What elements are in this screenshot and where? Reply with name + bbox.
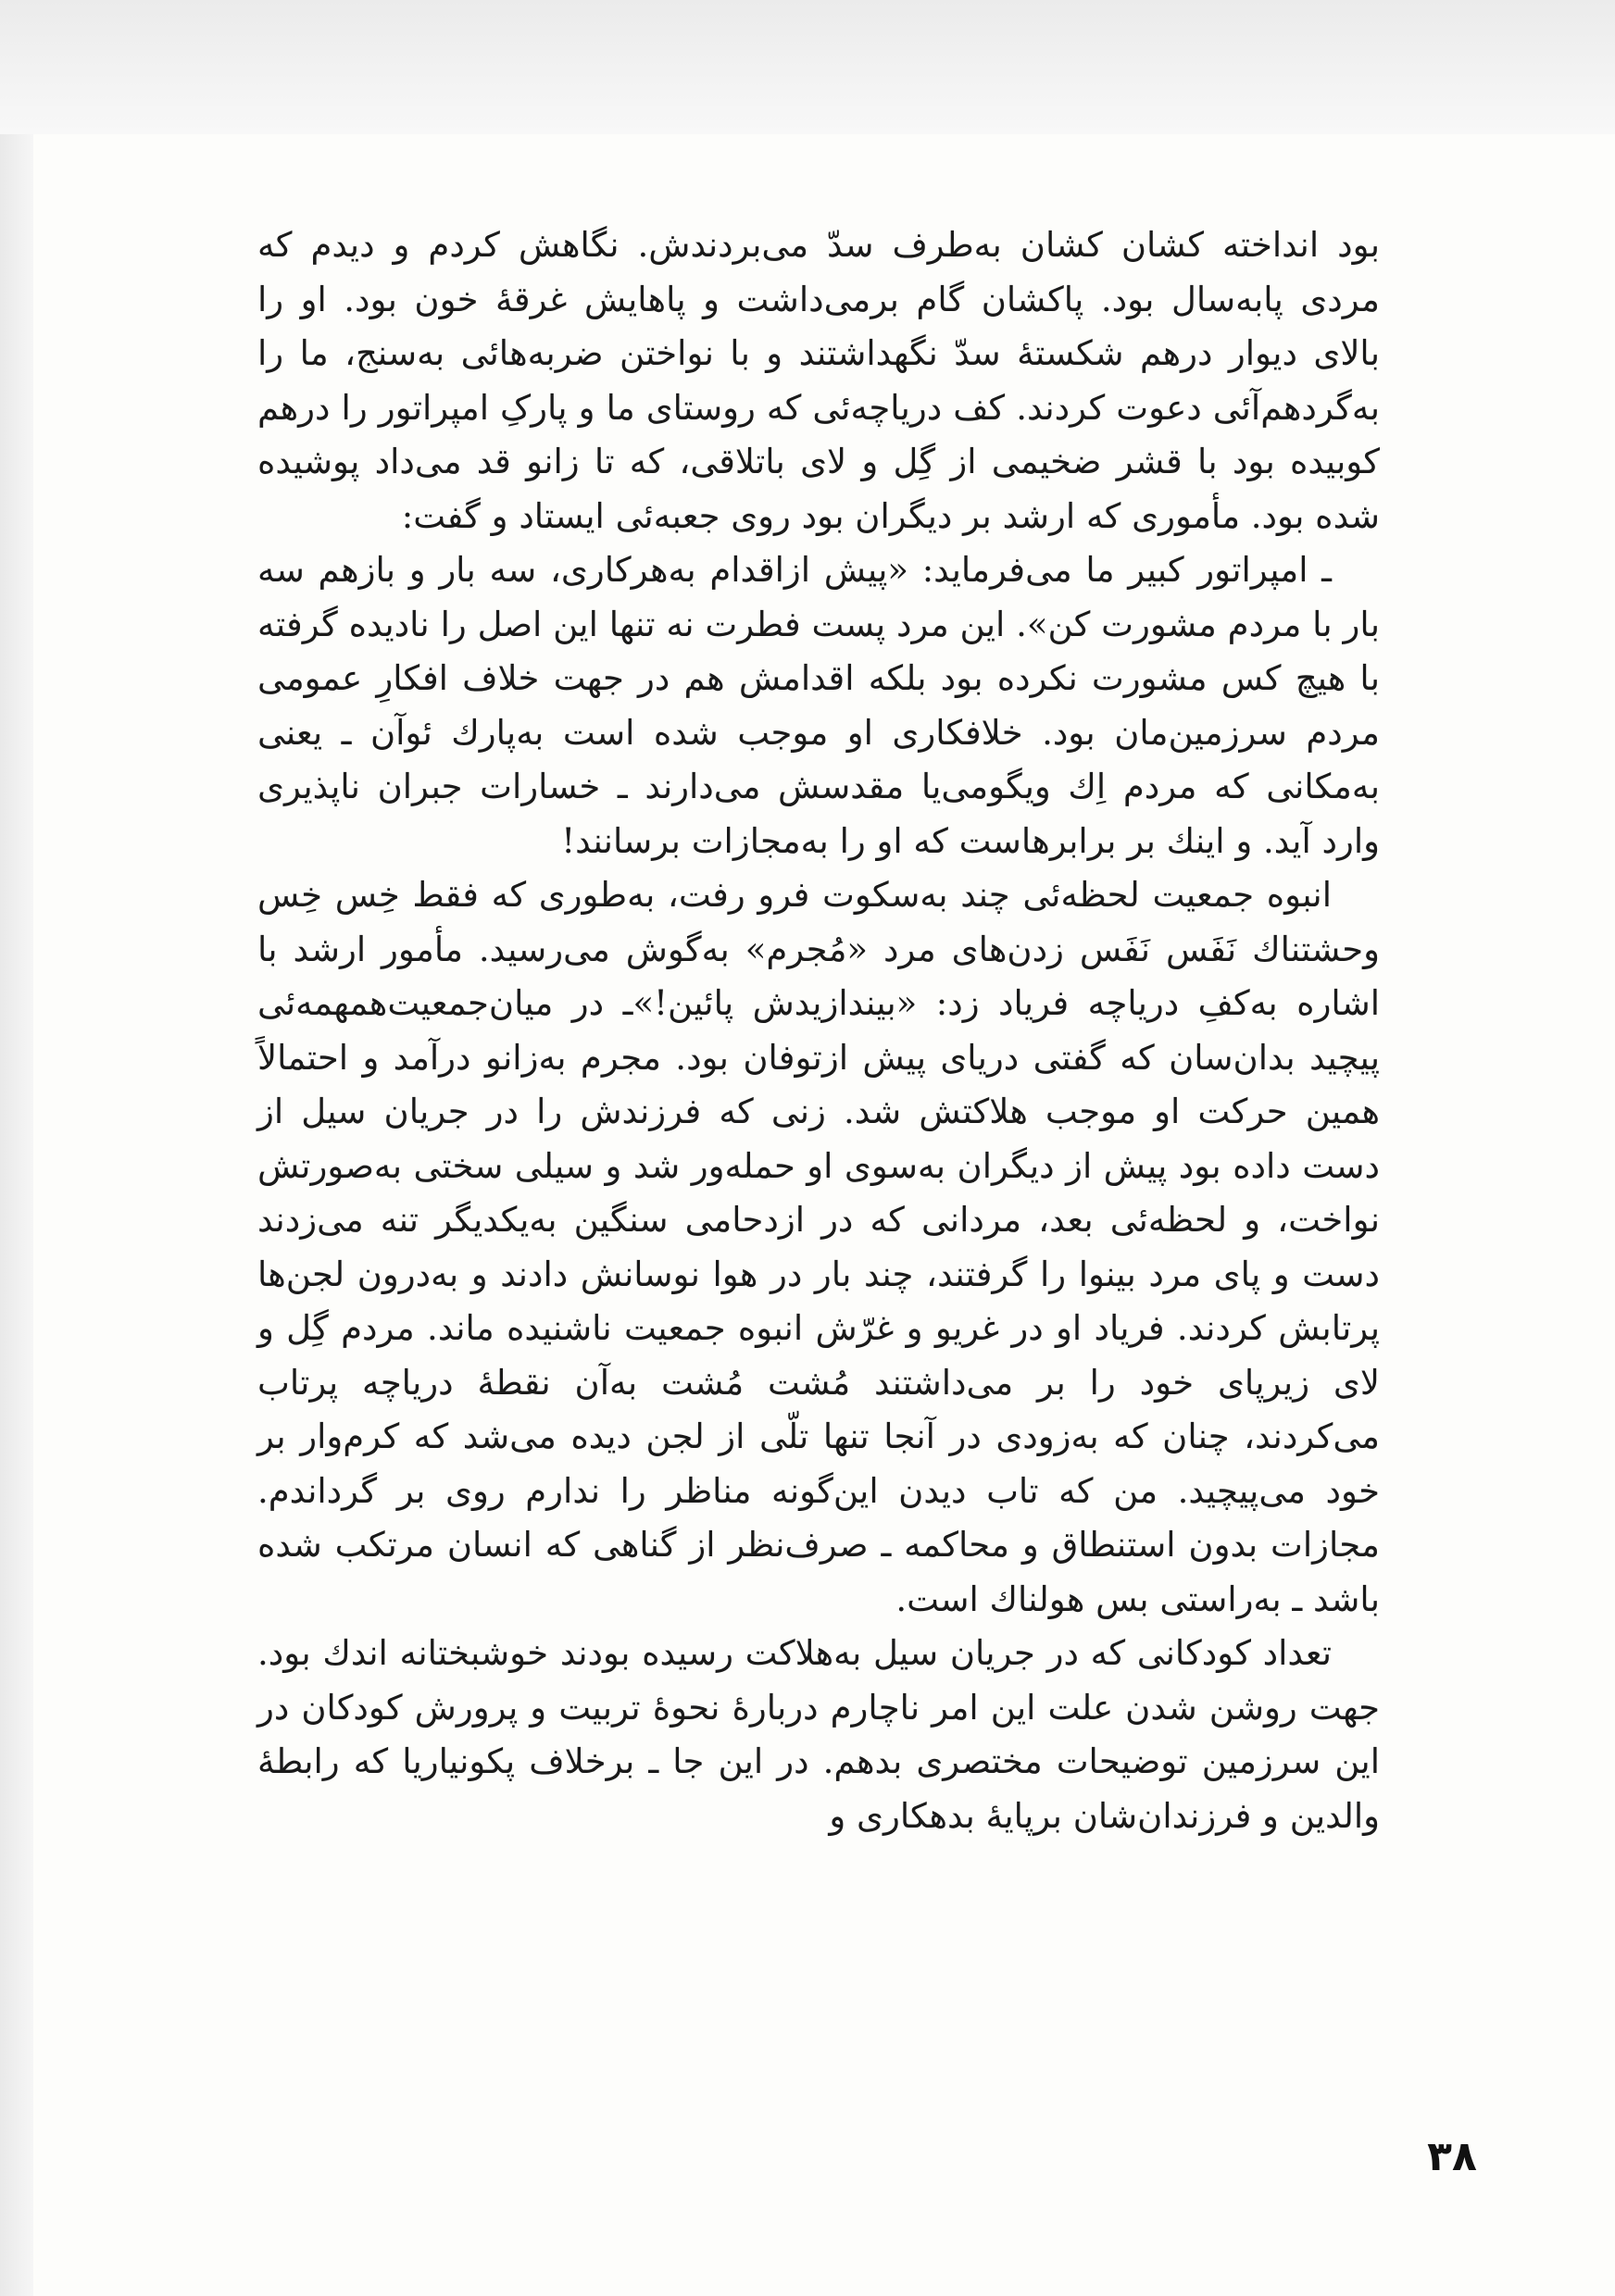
- scan-top-margin: [0, 0, 1615, 134]
- paragraph-1: بود انداخته کشان کشان به‌طرف سدّ می‌بردندش. نگاهش کردم و دیدم که مردی پابه‌سال بود. پاکشان گام برمی‌داشت و پاهایش غرقهٔ خون بود. او را بالای دیوار درهم شکستهٔ سدّ نگهداشتند و با نواختن ضربه‌هائی به‌سنج، ما را به‌گردهم‌آئی دعوت کردند. کف دریاچه‌ئی که روستای ما و پارکِ امپراتور را درهم کوبیده بود با قشر ضخیمی از گِل و لای باتلاقی، که تا زانو قد می‌داد پوشیده شده بود. مأموری که ارشد بر دیگران بود روی جعبه‌ئی ایستاد و گفت:: [257, 225, 1380, 536]
- paragraph-2: ـ امپراتور کبیر ما می‌فرماید: «پیش ازاقدام به‌هرکاری، سه بار و بازهم سه بار با مردم مشورت کن». این مرد پست فطرت نه تنها این اصل را نادیده گرفته با هیچ کس مشورت نکرده بود بلکه اقدامش هم در جهت خلاف افکارِ عمومی مردم سرزمین‌مان بود. خلافکاری او موجب شده است به‌پارك ئوآن ـ یعنی به‌مکانی که مردم اِك ویگومی‌یا مقدسش می‌دارند ـ خسارات جبران ناپذیری وارد آید. و اینك بر برابرهاست که او را به‌مجازات برسانند!: [257, 550, 1380, 861]
- body-text: [257, 218, 1380, 1843]
- scan-left-margin: [0, 134, 33, 2296]
- paragraph-4: تعداد کودکانی که در جریان سیل به‌هلاکت رسیده بودند خوشبختانه اندك بود. جهت روشن شدن علت این امر ناچارم دربارهٔ نحوهٔ تربیت و پرورش کودکان در این سرزمین توضیحات مختصری بدهم. در این جا ـ برخلاف پکونیاریا که رابطهٔ والدین و فرزندان‌شان برپایهٔ بدهکاری و: [257, 1633, 1380, 1836]
- paragraph-3: انبوه جمعیت لحظه‌ئی چند به‌سکوت فرو رفت، به‌طوری که فقط خِس خِس وحشتناك نَفَس نَفَس زدن‌های مرد «مُجرم» به‌گوش می‌رسید. مأمور ارشد با اشاره به‌کفِ دریاچه فریاد زد: «بیندازیدش پائین!»ـ در میان‌جمعیت‌همهمه‌ئی پیچید بدان‌سان که گفتی دریای پیش ازتوفان بود. مجرم به‌زانو درآمد و احتمالاً همین حرکت او موجب هلاکتش شد. زنی که فرزندش را در جریان سیل از دست داده بود پیش از دیگران به‌سوی او حمله‌ور شد و سیلی سختی به‌صورتش نواخت، و لحظه‌ئی بعد، مردانی که در ازدحامی سنگین به‌یکدیگر تنه می‌زدند دست و پای مرد بینوا را گرفتند، چند بار در هوا نوسانش دادند و به‌درون لجن‌ها پرتابش کردند. فریاد او در غریو و غرّش انبوه جمعیت ناشنیده ماند. مردم گِل و لای زیرپای خود را بر می‌داشتند مُشت مُشت به‌آن نقطهٔ دریاچه پرتاب می‌کردند، چنان که به‌زودی در آنجا تنها تلّی از لجن دیده می‌شد که کرم‌وار بر خود می‌پیچید. من که تاب دیدن این‌گونه مناظر را ندارم روی بر گرداندم. مجازات بدون استنطاق و محاکمه ـ صرف‌نظر از گناهی که انسان مرتکب شده باشد ـ به‌راستی بس هولناك است.: [257, 875, 1380, 1619]
- page-number: ۳۸: [1427, 2133, 1477, 2180]
